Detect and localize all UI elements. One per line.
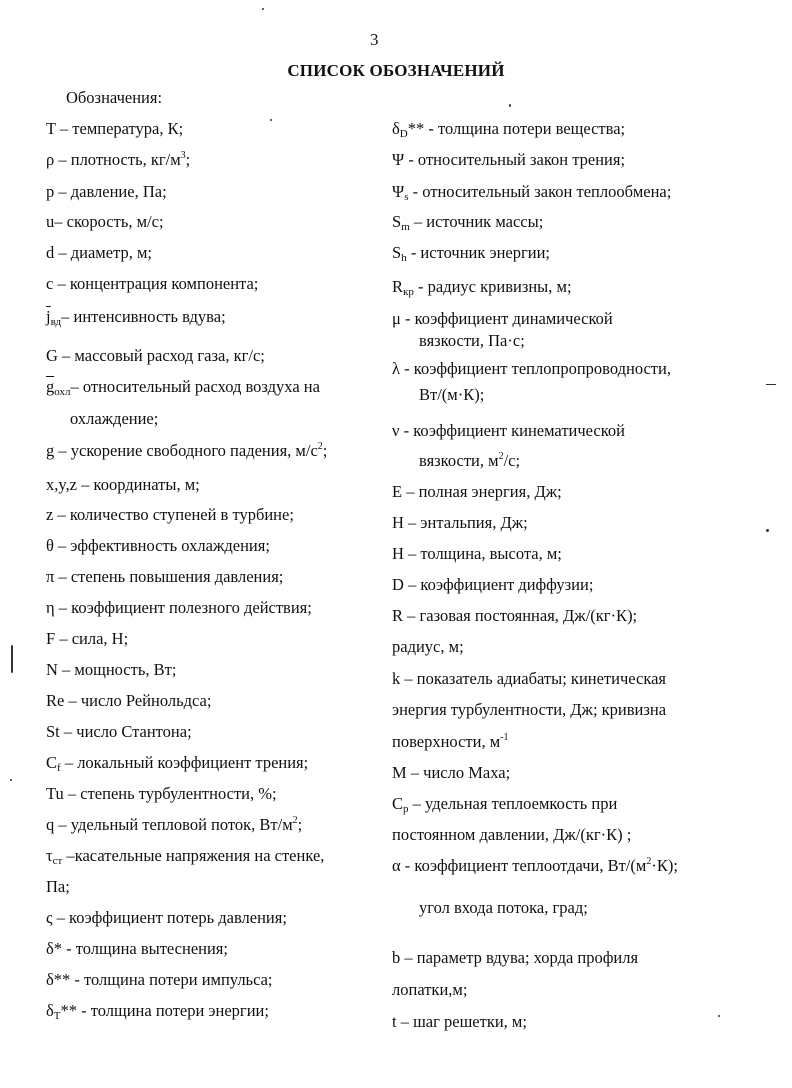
entry-symbol: Ψ	[392, 182, 405, 201]
entry-description: вязкости, Па·с;	[419, 331, 525, 350]
entry-description: – коэффициент диффузии;	[403, 575, 594, 594]
entry-subscript: кр	[403, 286, 414, 298]
symbol-entry	[46, 629, 128, 649]
scan-speck	[766, 384, 776, 385]
entry-description: ** - толщина потери энергии;	[60, 1001, 269, 1020]
entry-description: –касательные напряжения на стенке,	[62, 846, 325, 865]
entry-description: - радиус кривизны, м;	[413, 277, 572, 296]
symbol-entry	[46, 846, 324, 866]
entry-superscript: 2	[292, 815, 298, 826]
entry-symbol: π	[46, 567, 55, 586]
entry-symbol: δ	[392, 119, 400, 138]
symbol-entry	[392, 825, 631, 845]
symbol-entry	[46, 150, 190, 170]
symbol-entry	[392, 575, 593, 595]
symbol-entry	[392, 331, 525, 351]
entry-description: – плотность, кг/м	[54, 150, 181, 169]
entry-symbol: b	[392, 948, 401, 967]
entry-suffix: ;	[322, 441, 328, 460]
entry-subscript: h	[401, 252, 407, 264]
scan-speck	[270, 119, 272, 121]
scan-speck	[10, 779, 12, 781]
entry-symbol: M	[392, 763, 407, 782]
entry-subscript: m	[401, 221, 410, 233]
entry-symbol: S	[392, 243, 402, 262]
symbol-entry	[46, 660, 176, 680]
entry-subscript: p	[403, 803, 409, 815]
symbol-entry	[46, 505, 294, 525]
symbol-entry	[46, 1001, 269, 1021]
symbol-entry	[46, 691, 211, 711]
entry-symbol: N	[46, 660, 58, 679]
entry-symbol: δ	[46, 1001, 54, 1020]
entry-suffix: /с;	[503, 451, 521, 470]
symbol-entry	[392, 763, 510, 783]
symbol-entry	[46, 753, 308, 773]
scan-speck	[262, 8, 264, 10]
entry-symbol: z	[46, 505, 54, 524]
symbol-entry	[46, 475, 200, 495]
symbol-entry	[392, 794, 617, 814]
symbol-entry	[46, 939, 228, 959]
entry-description: – давление, Па;	[54, 182, 167, 201]
entry-description: – удельная теплоемкость при	[408, 794, 618, 813]
symbol-entry	[392, 277, 572, 297]
entry-description: – относительный расход воздуха на	[70, 377, 320, 396]
entry-subscript: s	[404, 191, 409, 203]
symbol-entry	[392, 980, 467, 1000]
entry-symbol: F	[46, 629, 56, 648]
entry-description: поверхности, м	[392, 732, 501, 751]
entry-symbol: T	[46, 119, 56, 138]
entry-description: – координаты, м;	[77, 475, 200, 494]
entry-symbol: R	[392, 277, 404, 296]
subheading: Обозначения:	[66, 88, 163, 107]
entry-symbol: η	[46, 598, 55, 617]
entry-description: – удельный тепловой поток, Вт/м	[54, 815, 293, 834]
entry-superscript: 2	[498, 451, 504, 462]
symbol-entry	[46, 815, 302, 835]
symbol-entry	[46, 182, 167, 202]
symbol-entry	[46, 274, 258, 294]
entry-description: – локальный коэффициент трения;	[60, 753, 309, 772]
entry-description: – температура, К;	[55, 119, 184, 138]
symbol-entry	[392, 1012, 527, 1032]
entry-description: Вт/(м·К);	[419, 385, 485, 404]
entry-superscript: 2	[646, 856, 652, 867]
entry-symbol: c	[46, 274, 54, 293]
entry-description: – параметр вдува; хорда профиля	[400, 948, 639, 967]
entry-symbol: q	[46, 815, 55, 834]
entry-symbol: G	[46, 346, 58, 365]
scan-speck	[718, 1015, 720, 1017]
symbol-entry	[46, 212, 164, 232]
entry-symbol: St	[46, 722, 60, 741]
symbol-entry	[392, 732, 509, 752]
entry-description: постоянном давлении, Дж/(кг·К) ;	[392, 825, 632, 844]
symbol-entry	[46, 567, 283, 587]
symbol-entry	[392, 606, 637, 626]
scan-speck	[509, 104, 511, 107]
entry-description: – количество ступеней в турбине;	[53, 505, 294, 524]
entry-description: радиус, м;	[392, 637, 464, 656]
entry-description: – сила, Н;	[55, 629, 129, 648]
entry-description: – энтальпия, Дж;	[403, 513, 528, 532]
entry-subscript: D	[399, 128, 408, 140]
entry-description: – диаметр, м;	[54, 243, 153, 262]
symbol-entry	[46, 908, 287, 928]
symbol-entry	[392, 637, 464, 657]
entry-symbol: x,y,z	[46, 475, 78, 494]
entry-description: – интенсивность вдува;	[61, 307, 226, 326]
entry-symbol: S	[392, 212, 402, 231]
symbol-entry	[392, 309, 613, 329]
symbol-entry	[392, 212, 543, 232]
entry-symbol: $\overline{g}$	[46, 377, 55, 396]
entry-description: - коэффициент теплоотдачи, Вт/(м	[400, 856, 647, 875]
symbol-entry	[392, 856, 678, 876]
symbol-entry	[46, 441, 327, 461]
entry-description: - толщина вытеснения;	[62, 939, 228, 958]
entry-description: – степень турбулентности, %;	[63, 784, 277, 803]
entry-suffix: ;	[297, 815, 303, 834]
entry-symbol: t	[392, 1012, 397, 1031]
entry-description: - источник энергии;	[406, 243, 550, 262]
symbol-entry	[46, 784, 277, 804]
entry-symbol: d	[46, 243, 55, 262]
entry-description: – число Маха;	[406, 763, 511, 782]
symbol-entry	[46, 346, 265, 366]
entry-description: вязкости, м	[419, 451, 499, 470]
entry-subscript: вд	[50, 316, 62, 328]
entry-description: лопатки,м;	[392, 980, 468, 999]
entry-symbol: ν	[392, 421, 400, 440]
symbol-entry	[392, 948, 638, 968]
entry-subscript: охл	[54, 386, 71, 398]
symbol-entry	[46, 970, 273, 990]
entry-symbol: ρ	[46, 150, 55, 169]
entry-description: – эффективность охлаждения;	[53, 536, 270, 555]
entry-symbol: μ	[392, 309, 401, 328]
entry-superscript: 3	[180, 150, 186, 161]
symbol-entry	[392, 385, 484, 405]
entry-description: - коэффициент кинематической	[399, 421, 625, 440]
symbol-entry	[46, 307, 226, 327]
symbol-entry	[46, 598, 312, 618]
entry-description: - коэффициент теплопропроводности,	[400, 359, 671, 378]
symbol-entry	[392, 119, 625, 139]
symbol-entry	[46, 409, 158, 429]
entry-description: – мощность, Вт;	[57, 660, 177, 679]
entry-description: - толщина потери импульса;	[70, 970, 273, 989]
entry-description: - относительный закон теплообмена;	[408, 182, 672, 201]
entry-symbol: H	[392, 513, 404, 532]
symbol-entry	[46, 119, 183, 139]
entry-symbol: E	[392, 482, 403, 501]
entry-description: энергия турбулентности, Дж; кривизна	[392, 700, 667, 719]
entry-description: – коэффициент потерь давления;	[52, 908, 287, 927]
symbol-entry	[392, 359, 671, 379]
entry-symbol: k	[392, 669, 401, 688]
symbol-entry	[46, 377, 320, 397]
entry-symbol: δ*	[46, 939, 63, 958]
entry-superscript: 2	[317, 441, 323, 452]
entry-description: – массовый расход газа, кг/с;	[57, 346, 265, 365]
entry-description: – показатель адиабаты; кинетическая	[400, 669, 666, 688]
symbol-entry	[46, 536, 270, 556]
entry-symbol: θ	[46, 536, 54, 555]
entry-symbol: τ	[46, 846, 53, 865]
symbol-entry	[392, 669, 666, 689]
entry-description: – концентрация компонента;	[53, 274, 259, 293]
entry-superscript: -1	[500, 732, 509, 743]
symbol-entry	[46, 877, 70, 897]
entry-symbol: ς	[46, 908, 53, 927]
entry-symbol: Tu	[46, 784, 64, 803]
entry-symbol: g	[46, 441, 55, 460]
scan-speck	[766, 529, 769, 532]
entry-description: – полная энергия, Дж;	[402, 482, 562, 501]
symbol-entry	[392, 150, 625, 170]
entry-description: – толщина, высота, м;	[403, 544, 562, 563]
entry-symbol: λ	[392, 359, 401, 378]
entry-description: – число Стантона;	[59, 722, 192, 741]
entry-subscript: ст	[52, 855, 63, 867]
entry-symbol: p	[46, 182, 55, 201]
entry-subscript: T	[53, 1010, 61, 1022]
page-title: СПИСОК ОБОЗНАЧЕНИЙ	[287, 61, 505, 80]
entry-symbol: α	[392, 856, 401, 875]
entry-symbol: D	[392, 575, 404, 594]
entry-description: – скорость, м/с;	[54, 212, 164, 231]
entry-symbol: R	[392, 606, 404, 625]
entry-symbol: δ**	[46, 970, 71, 989]
entry-description: – число Рейнольдса;	[64, 691, 212, 710]
entry-symbol: u	[46, 212, 55, 231]
entry-description: – источник массы;	[409, 212, 544, 231]
symbol-entry	[392, 243, 550, 263]
entry-description: - относительный закон трения;	[404, 150, 626, 169]
entry-description: Па;	[46, 877, 70, 896]
entry-subscript: f	[57, 762, 61, 774]
entry-description: – ускорение свободного падения, м/с	[54, 441, 318, 460]
entry-description: - коэффициент динамической	[400, 309, 613, 328]
entry-symbol: C	[46, 753, 58, 772]
entry-description: – газовая постоянная, Дж/(кг·К);	[403, 606, 638, 625]
entry-symbol: Ψ	[392, 150, 405, 169]
symbol-entry	[392, 898, 588, 918]
entry-symbol: C	[392, 794, 404, 813]
entry-suffix: ·К);	[651, 856, 678, 875]
entry-symbol: $\overline{j}$	[46, 307, 51, 326]
symbol-entry	[392, 482, 562, 502]
entry-description: – степень повышения давления;	[54, 567, 284, 586]
entry-suffix: ;	[185, 150, 191, 169]
symbol-entry	[392, 513, 528, 533]
symbol-entry	[392, 700, 666, 720]
scan-speck	[11, 645, 13, 673]
symbol-entry	[46, 722, 192, 742]
page-number: 3	[370, 30, 379, 49]
symbol-entry	[392, 421, 625, 441]
entry-description: ** - толщина потери вещества;	[407, 119, 626, 138]
entry-description: – шаг решетки, м;	[396, 1012, 527, 1031]
entry-description: охлаждение;	[70, 409, 159, 428]
entry-symbol: Re	[46, 691, 65, 710]
symbol-entry	[392, 544, 562, 564]
symbol-entry	[392, 451, 520, 471]
entry-description: – коэффициент полезного действия;	[54, 598, 312, 617]
symbol-entry	[46, 243, 152, 263]
entry-symbol: H	[392, 544, 404, 563]
symbol-entry	[392, 182, 671, 202]
entry-description: угол входа потока, град;	[419, 898, 588, 917]
